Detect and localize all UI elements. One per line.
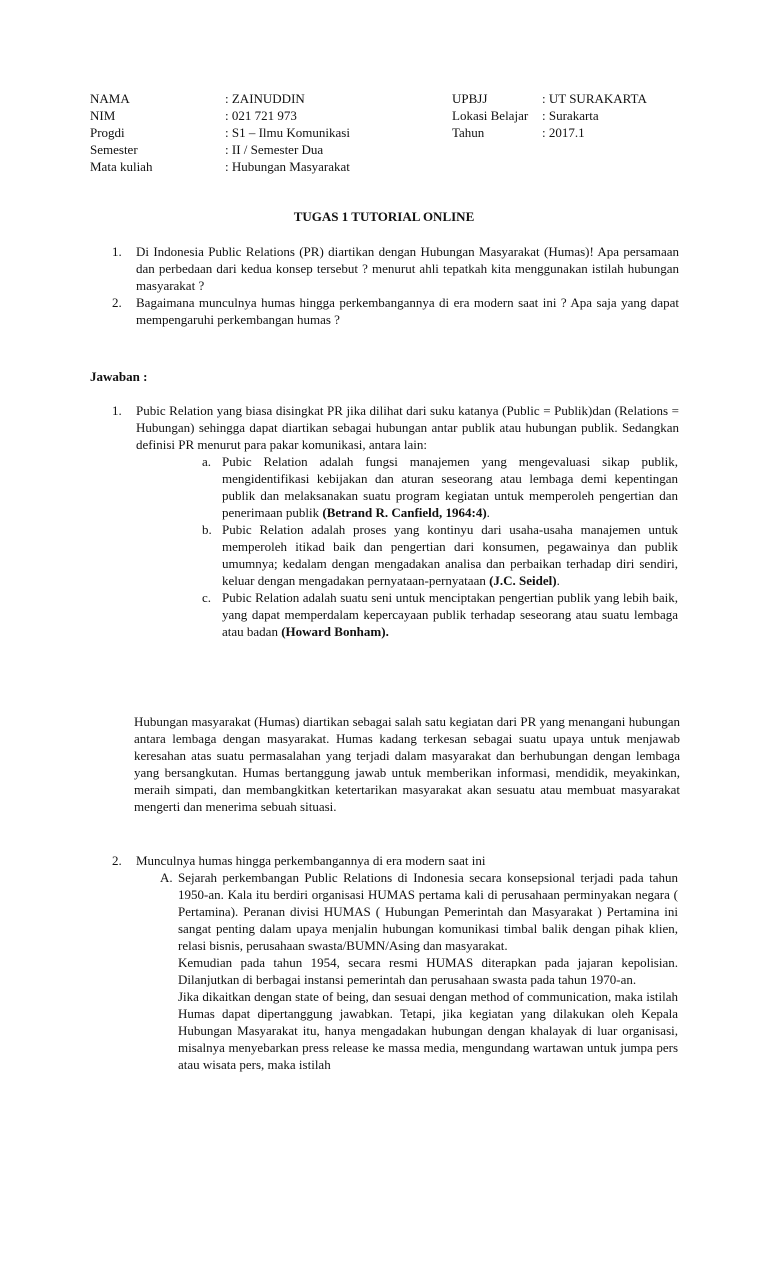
definition-source: (Betrand R. Canfield, 1964:4) bbox=[322, 505, 487, 520]
history-letter: A. bbox=[160, 870, 173, 885]
definition-body: Pubic Relation adalah fungsi manajemen yang mengevaluasi sikap publik, mengidentifikasi kebijakan dan aturan seseorang atau lembaga demi kepentingan publik dan melaksanakan suatu program kegiatan untuk memperoleh pengertian dan penerimaan publik bbox=[222, 454, 678, 520]
definition-body: Pubic Relation adalah suatu seni untuk menciptakan pengertian publik yang lebih baik, yang dapat memperdalam kepercayaan publik terhadap seseorang atau suatu lembaga atau badan bbox=[222, 590, 678, 639]
answer-number: 2. bbox=[112, 853, 122, 868]
question-list bbox=[90, 243, 680, 328]
question-number: 2. bbox=[112, 295, 122, 310]
info-row-tahun bbox=[452, 124, 647, 141]
definition-source: (Howard Bonham). bbox=[281, 624, 389, 639]
question-text: Di Indonesia Public Relations (PR) diartikan dengan Hubungan Masyarakat (Humas)! Apa persamaan dan perbedaan dari kedua konsep tersebut ? menurut ahli tepatkah kita menggunakan istilah hubungan masyarakat ? bbox=[136, 244, 679, 293]
answer-item bbox=[90, 402, 680, 453]
info-label: Progdi bbox=[90, 125, 125, 140]
definition-letter: a. bbox=[202, 454, 212, 469]
info-value: : ZAINUDDIN bbox=[225, 91, 305, 106]
info-row-semester bbox=[90, 141, 350, 158]
definition-tail: . bbox=[486, 505, 490, 520]
question-text: Bagaimana munculnya humas hingga perkembangannya di era modern saat ini ? Apa saja yang dapat mempengaruhi perkembangan humas ? bbox=[136, 295, 679, 327]
info-value: : Hubungan Masyarakat bbox=[225, 159, 350, 174]
info-value: : Surakarta bbox=[542, 108, 599, 123]
info-value: : 2017.1 bbox=[542, 125, 585, 140]
student-info bbox=[90, 90, 350, 175]
history-paragraph: Kemudian pada tahun 1954, secara resmi HUMAS diterapkan pada jajaran kepolisian. Dilanjutkan di berbagai instansi pemerintah dan perusahaan swasta pada tahun 1970-an. bbox=[178, 955, 678, 987]
definition-text bbox=[222, 521, 678, 589]
definition-tail: . bbox=[556, 573, 560, 588]
info-row-nama bbox=[90, 90, 350, 107]
definition-source: (J.C. Seidel) bbox=[489, 573, 557, 588]
campus-info bbox=[452, 90, 647, 141]
info-row-progdi bbox=[90, 124, 350, 141]
info-value: : 021 721 973 bbox=[225, 108, 297, 123]
info-value: : II / Semester Dua bbox=[225, 142, 324, 157]
definition-body: Pubic Relation adalah proses yang kontinyu dari usaha-usaha manajemen untuk memperoleh itikad baik dan pengertian dari konsumen, pegawainya dan publik umumnya; kedalam dengan mengadakan analisa dan perbaikan terhadap diri sendiri, keluar dengan mengadakan pernyataan-pernyataan bbox=[222, 522, 678, 588]
definition-letter: b. bbox=[202, 522, 212, 537]
definition-item bbox=[202, 453, 680, 521]
document-title: TUGAS 1 TUTORIAL ONLINE bbox=[293, 209, 475, 224]
info-row-upbjj bbox=[452, 90, 647, 107]
info-label: Semester bbox=[90, 142, 138, 157]
definition-text bbox=[222, 589, 678, 640]
info-label: UPBJJ bbox=[452, 91, 488, 106]
history-paragraph: Jika dikaitkan dengan state of being, dan sesuai dengan method of communication, maka istilah Humas dapat dipertanggung jawabkan. Tetapi, jika kegiatan yang dilakukan oleh Kepala Hubungan Masyarakat itu, hanya mengadakan hubungan dengan khalayak di luar organisasi, misalnya menyebarkan press release ke massa media, mengundang wartawan untuk jumpa pers atau wisata pers, maka istilah bbox=[178, 989, 678, 1072]
question-item bbox=[90, 294, 680, 328]
question-item bbox=[90, 243, 680, 294]
info-row-lokasi bbox=[452, 107, 647, 124]
definition-item bbox=[202, 589, 680, 640]
answer-intro: Munculnya humas hingga perkembangannya di era modern saat ini bbox=[136, 853, 486, 868]
answer-intro: Pubic Relation yang biasa disingkat PR jika dilihat dari suku katanya (Public = Publik)dan (Relations = Hubungan) sehingga dapat diartikan sebagai hubungan antar publik atau hubungan publik. Sedangkan definisi PR menurut para pakar komunikasi, antara lain: bbox=[136, 403, 679, 452]
question-number: 1. bbox=[112, 244, 122, 259]
answers-heading: Jawaban : bbox=[90, 369, 148, 384]
info-row-mata-kuliah bbox=[90, 158, 350, 175]
answer-1 bbox=[90, 402, 680, 640]
answer-2 bbox=[90, 852, 680, 1073]
history-paragraph: Sejarah perkembangan Public Relations di Indonesia secara konsepsional terjadi pada tahun 1950-an. Kala itu berdiri organisasi HUMAS pertama kali di perusahaan perminyakan negara ( Pertamina). Peranan divisi HUMAS ( Hubungan Pemerintah dan Masyarakat ) Pertamina ini sangat penting dalam upaya menjalin hubungan komunikasi timbal balik dengan pihak klien, relasi bisnis, perusahaan swasta/BUMN/Asing dan masyarakat. bbox=[178, 870, 678, 953]
definition-item bbox=[202, 521, 680, 589]
definition-text bbox=[222, 453, 678, 521]
info-label: NIM bbox=[90, 108, 116, 123]
info-label: Lokasi Belajar bbox=[452, 108, 529, 123]
info-value: : UT SURAKARTA bbox=[542, 91, 647, 106]
humas-paragraph: Hubungan masyarakat (Humas) diartikan sebagai salah satu kegiatan dari PR yang menangani hubungan antara lembaga dengan masyarakat. Humas kadang terkesan sebagai suatu upaya untuk menjawab keresahan atas suatu permasalahan yang terjadi dalam masyarakat dan berhubungan dengan lembaga yang bersangkutan. Humas bertanggung jawab untuk memberikan informasi, mendidik, meyakinkan, meraih simpati, dan membangkitkan ketertarikan masyarakat akan sesuatu atau membuat masyarakat mengerti dan menerima sebuah situasi. bbox=[134, 714, 680, 814]
history-text bbox=[178, 869, 678, 1073]
answer-item bbox=[90, 852, 680, 869]
info-label: Mata kuliah bbox=[90, 159, 153, 174]
info-row-nim bbox=[90, 107, 350, 124]
info-label: NAMA bbox=[90, 91, 130, 106]
info-value: : S1 – Ilmu Komunikasi bbox=[225, 125, 350, 140]
history-item bbox=[160, 869, 680, 1073]
definition-letter: c. bbox=[202, 590, 212, 605]
answer-number: 1. bbox=[112, 403, 122, 418]
info-label: Tahun bbox=[452, 125, 485, 140]
